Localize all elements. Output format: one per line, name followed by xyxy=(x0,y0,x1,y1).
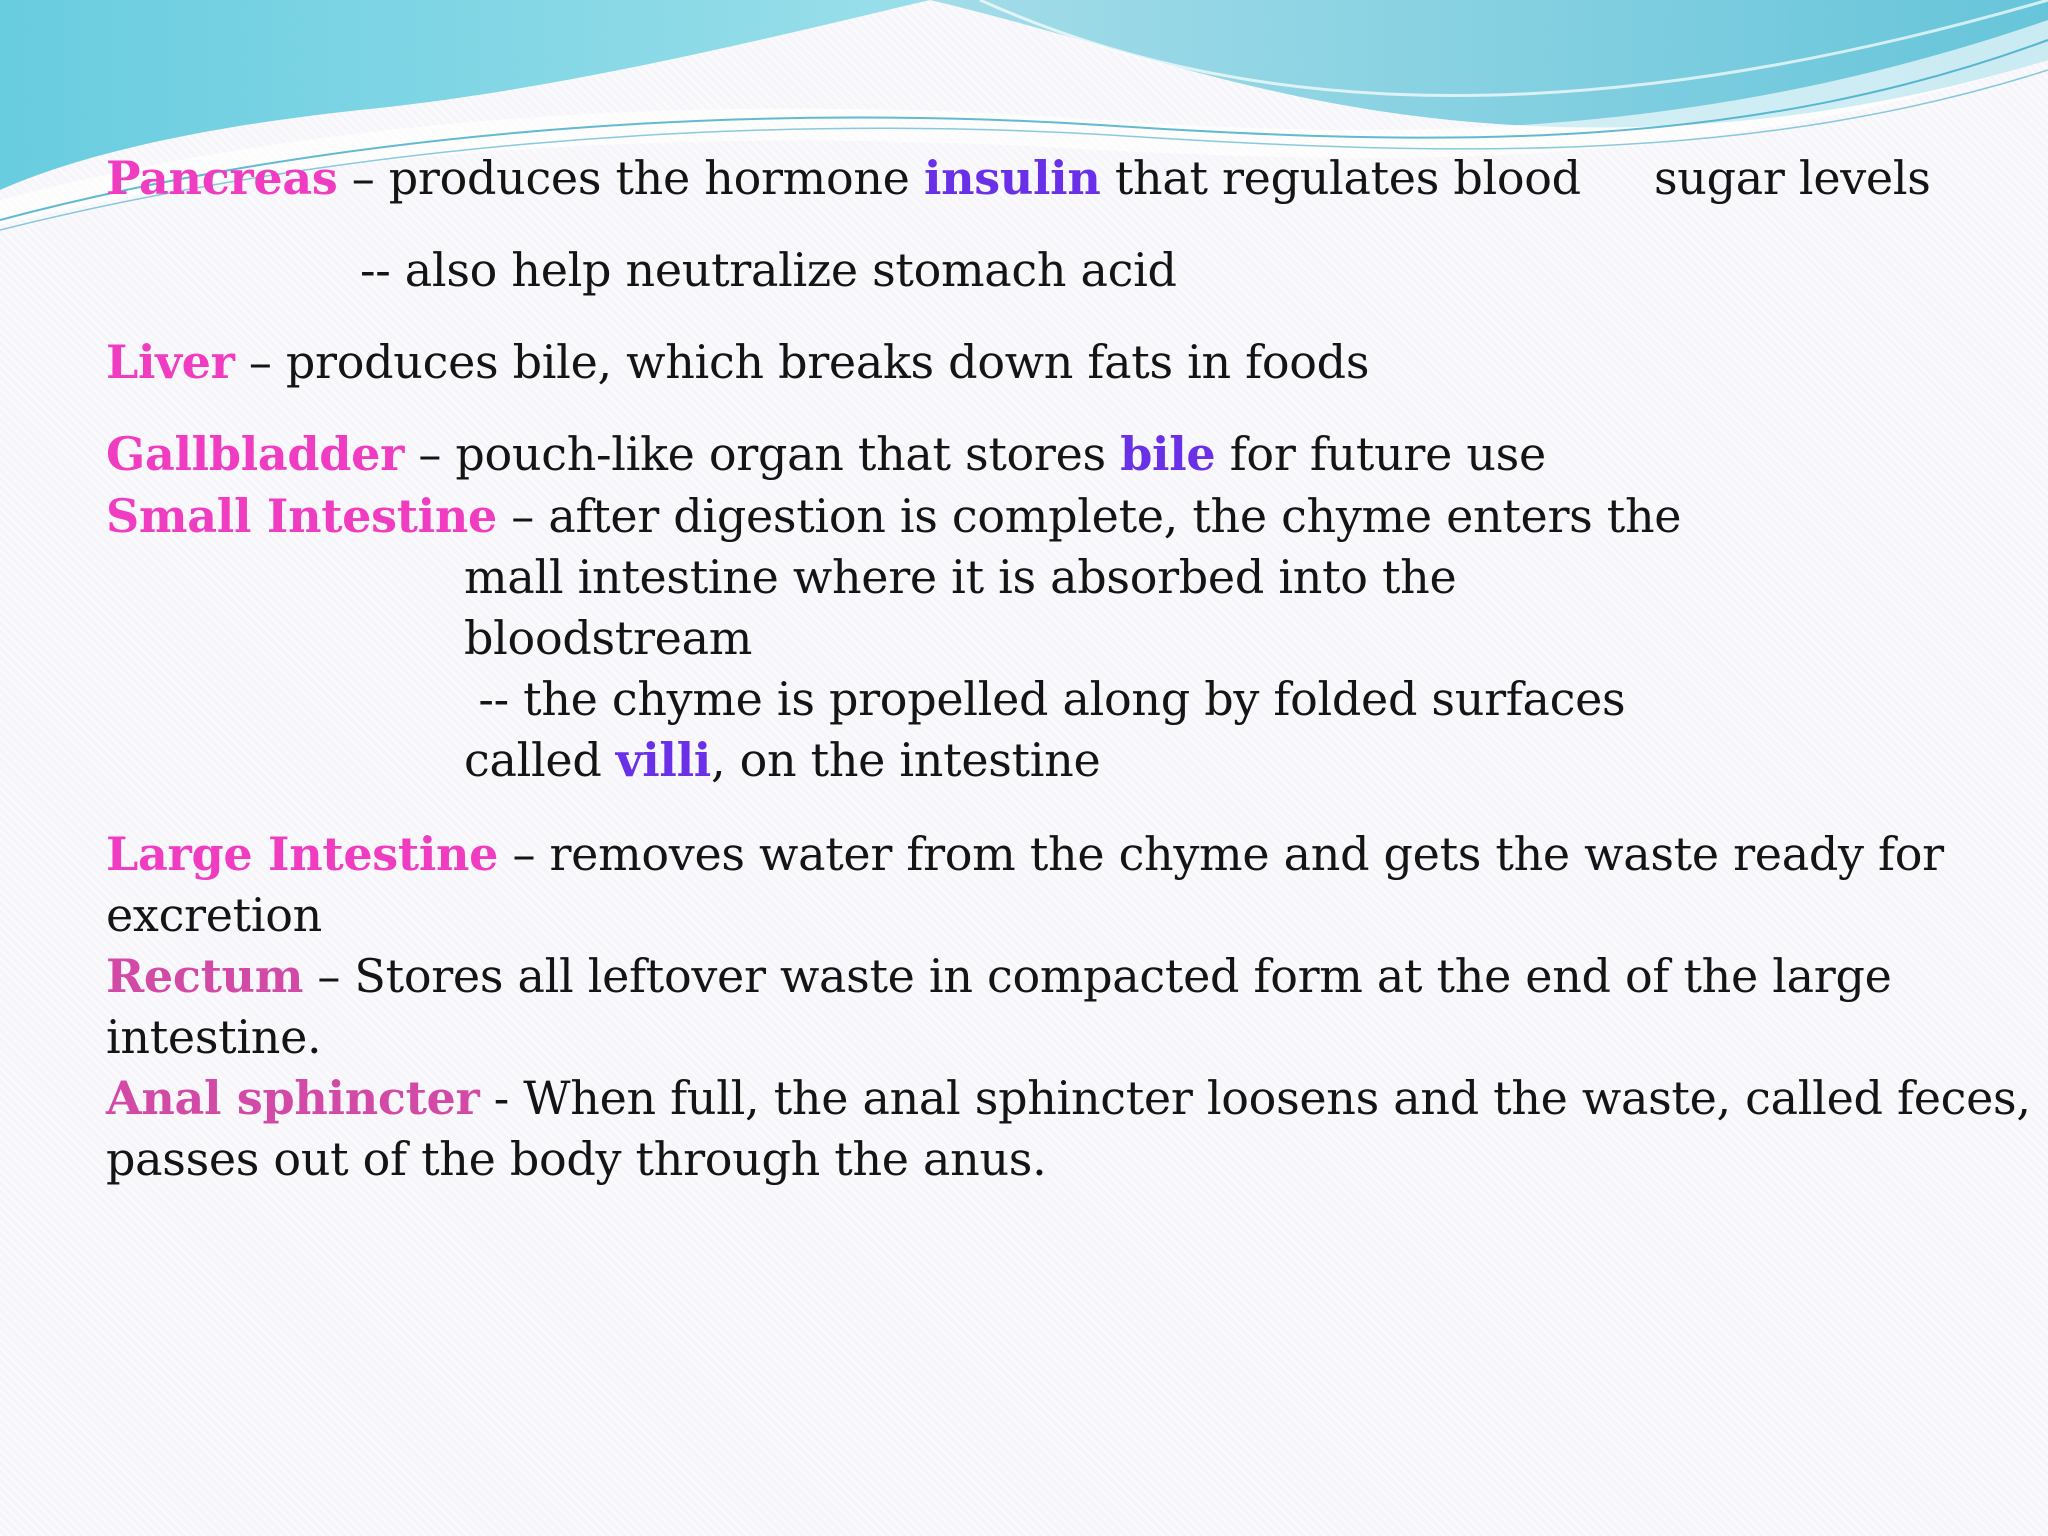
liver-text: – produces bile, which breaks down fats in foods xyxy=(234,335,1370,389)
term-gallbladder: Gallbladder xyxy=(106,427,405,481)
anal-sphincter-line-2: passes out of the body through the anus. xyxy=(106,1132,1047,1186)
rectum-line xyxy=(106,948,1892,1004)
pancreas-text-b: that regulates blood xyxy=(1100,151,1581,205)
small-intestine-text: – after digestion is complete, the chyme enters the xyxy=(496,489,1682,543)
small-intestine-line-2: mall intestine where it is absorbed into the xyxy=(464,550,1457,604)
term-pancreas: Pancreas xyxy=(106,151,338,205)
gallbladder-text-b: for future use xyxy=(1215,427,1546,481)
term-liver: Liver xyxy=(106,335,235,389)
large-intestine-text: – removes water from the chyme and gets the waste ready for xyxy=(498,827,1944,881)
term-rectum: Rectum xyxy=(106,949,304,1003)
gallbladder-line xyxy=(106,426,1546,482)
rectum-line-2: intestine. xyxy=(106,1010,322,1064)
term-anal-sphincter: Anal sphincter xyxy=(106,1071,480,1125)
small-intestine-line-5-b: , on the intestine xyxy=(710,733,1101,787)
pancreas-text-c: sugar levels xyxy=(1654,151,1931,205)
small-intestine-line-3: bloodstream xyxy=(464,611,753,665)
keyword-bile: bile xyxy=(1120,427,1216,481)
keyword-villi: villi xyxy=(615,733,711,787)
small-intestine-line-4: -- the chyme is propelled along by folded surfaces xyxy=(464,672,1626,726)
small-intestine-line-5 xyxy=(464,732,1100,788)
anal-sphincter-text: - When full, the anal sphincter loosens and the waste, called feces, xyxy=(479,1071,2031,1125)
keyword-insulin: insulin xyxy=(923,151,1101,205)
pancreas-sub-line: -- also help neutralize stomach acid xyxy=(360,243,1177,297)
large-intestine-line xyxy=(106,826,1944,882)
small-intestine-line xyxy=(106,488,1681,544)
small-intestine-line-5-a: called xyxy=(464,733,616,787)
pancreas-text-a: – produces the hormone xyxy=(337,151,924,205)
anal-sphincter-line xyxy=(106,1070,2031,1126)
liver-line xyxy=(106,334,1369,390)
pancreas-line xyxy=(106,150,1581,206)
term-large-intestine: Large Intestine xyxy=(106,827,499,881)
term-small-intestine: Small Intestine xyxy=(106,489,497,543)
rectum-text: – Stores all leftover waste in compacted form at the end of the large xyxy=(303,949,1892,1003)
large-intestine-line-2: excretion xyxy=(106,888,322,942)
gallbladder-text-a: – pouch-like organ that stores xyxy=(404,427,1121,481)
